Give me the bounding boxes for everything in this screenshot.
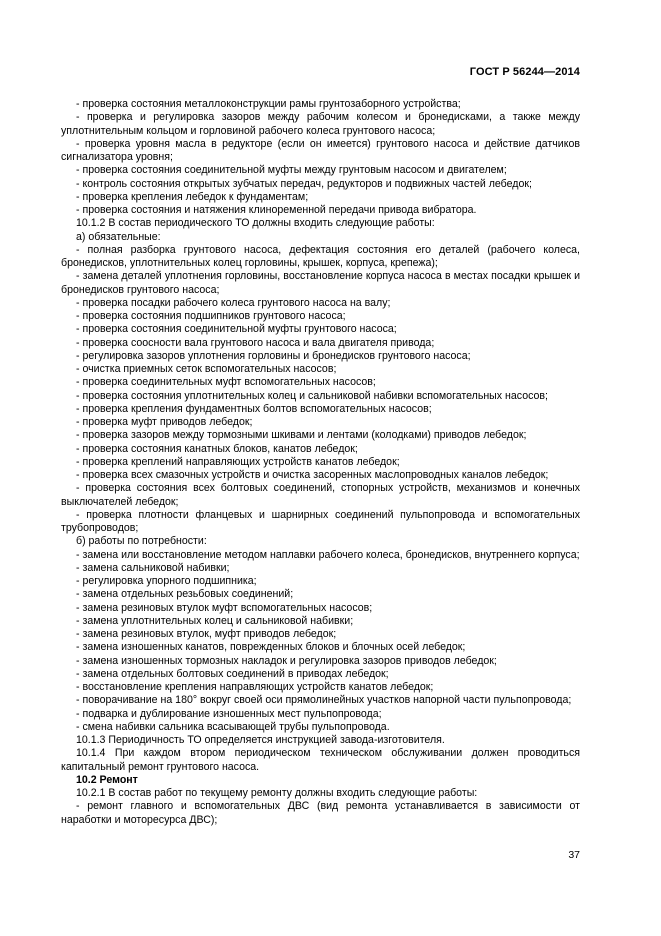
paragraph: - проверка состояния соединительной муфты грунтового насоса;	[76, 323, 397, 336]
paragraph: - проверка уровня масла в редукторе (если он имеется) грунтового насоса и действие датчиков сигнализатора уровня;	[61, 137, 580, 163]
paragraph: - замена отдельных болтовых соединений в приводах лебедок;	[76, 667, 389, 680]
paragraph: - проверка и регулировка зазоров между рабочим колесом и бронедисками, а также между уплотнительным кольцом и горловиной рабочего колеса грунтового насоса;	[61, 111, 580, 137]
paragraph: - регулировка упорного подшипника;	[76, 575, 257, 587]
paragraph: - замена резиновых втулок муфт вспомогательных насосов;	[76, 601, 373, 614]
paragraph: - замена изношенных канатов, поврежденных блоков и блочных осей лебедок;	[76, 641, 466, 654]
page-number: 37	[568, 849, 580, 861]
paragraph: - проверка всех смазочных устройств и очистка засоренных маслопроводных каналов лебедок;	[76, 469, 549, 481]
paragraph: - проверка крепления фундаментных болтов вспомогательных насосов;	[76, 402, 432, 415]
paragraph: - полная разборка грунтового насоса, дефектация состояния его деталей (рабочего колеса, бронедисков, уплотнительных колец горловины, крышек, корпуса, крепежа);	[61, 243, 580, 269]
paragraph: - проверка соосности вала грунтового насоса и вала двигателя привода;	[76, 336, 435, 349]
paragraph: - проверка муфт приводов лебедок;	[76, 416, 253, 428]
paragraph: - регулировка зазоров уплотнения горловины и бронедисков грунтового насоса;	[76, 349, 471, 362]
paragraph: - контроль состояния открытых зубчатых передач, редукторов и подвижных частей лебедок;	[76, 177, 532, 190]
paragraph: - проверка посадки рабочего колеса грунтового насоса на валу;	[76, 296, 391, 309]
paragraph: б) работы по потребности:	[76, 535, 207, 548]
paragraph: - проверка плотности фланцевых и шарнирных соединений пульпопровода и вспомогательных трубопроводов;	[61, 508, 580, 534]
paragraph: 10.1.3 Периодичность ТО определяется инструкцией завода-изготовителя.	[76, 734, 445, 746]
paragraph: - замена изношенных тормозных накладок и регулировка зазоров приводов лебедок;	[76, 654, 497, 667]
paragraph: - проверка состояния и натяжения клиноременной передачи привода вибратора.	[76, 204, 477, 216]
document-body	[61, 98, 580, 827]
paragraph: - проверка состояния канатных блоков, канатов лебедок;	[76, 442, 358, 455]
paragraph: - поворачивание на 180° вокруг своей оси прямолинейных участков напорной части пульпопровода;	[76, 694, 572, 707]
section-heading: 10.2 Ремонт	[76, 773, 138, 786]
paragraph: - проверка соединительных муфт вспомогательных насосов;	[76, 376, 376, 389]
paragraph: - проверка состояния всех болтовых соединений, стопорных устройств, механизмов и конечных выключателей лебедок;	[61, 482, 580, 508]
standard-header: ГОСТ Р 56244—2014	[469, 66, 580, 78]
paragraph: - замена уплотнительных колец и сальниковой набивки;	[76, 614, 354, 627]
paragraph: - восстановление крепления направляющих устройств канатов лебедок;	[76, 681, 434, 693]
paragraph: - ремонт главного и вспомогательных ДВС (вид ремонта устанавливается в зависимости от наработки и моторесурса ДВС);	[61, 800, 580, 826]
paragraph: 10.1.4 При каждом втором периодическом техническом обслуживании должен проводиться капитальный ремонт грунтового насоса.	[61, 747, 580, 773]
paragraph: - замена или восстановление методом наплавки рабочего колеса, бронедисков, внутреннего корпуса;	[76, 548, 580, 561]
paragraph: - замена резиновых втулок, муфт приводов лебедок;	[76, 628, 337, 640]
paragraph: - проверка креплений направляющих устройств канатов лебедок;	[76, 455, 400, 468]
paragraph: - замена сальниковой набивки;	[76, 561, 230, 574]
paragraph: - смена набивки сальника всасывающей трубы пульпопровода.	[76, 720, 390, 733]
paragraph: - проверка состояния металлоконструкции рамы грунтозаборного устройства;	[76, 98, 461, 110]
paragraph: - проверка зазоров между тормозными шкивами и лентами (колодками) приводов лебедок;	[76, 429, 527, 442]
paragraph: - проверка состояния уплотнительных колец и сальниковой набивки вспомогательных насосов;	[76, 389, 548, 402]
paragraph: - проверка состояния подшипников грунтового насоса;	[76, 310, 346, 322]
paragraph: - проверка состояния соединительной муфты между грунтовым насосом и двигателем;	[76, 164, 507, 177]
paragraph: а) обязательные:	[76, 230, 161, 243]
paragraph: - проверка крепления лебедок к фундаментам;	[76, 190, 309, 203]
paragraph: 10.1.2 В состав периодического ТО должны входить следующие работы:	[76, 217, 435, 230]
paragraph: - очистка приемных сеток вспомогательных насосов;	[76, 363, 337, 375]
paragraph: - замена отдельных резьбовых соединений;	[76, 588, 294, 601]
paragraph: - замена деталей уплотнения горловины, восстановление корпуса насоса в местах посадки крышек и бронедисков грунтового насоса;	[61, 270, 580, 296]
paragraph: 10.2.1 В состав работ по текущему ремонту должны входить следующие работы:	[76, 787, 478, 799]
paragraph: - подварка и дублирование изношенных мест пульпопровода;	[76, 707, 382, 720]
